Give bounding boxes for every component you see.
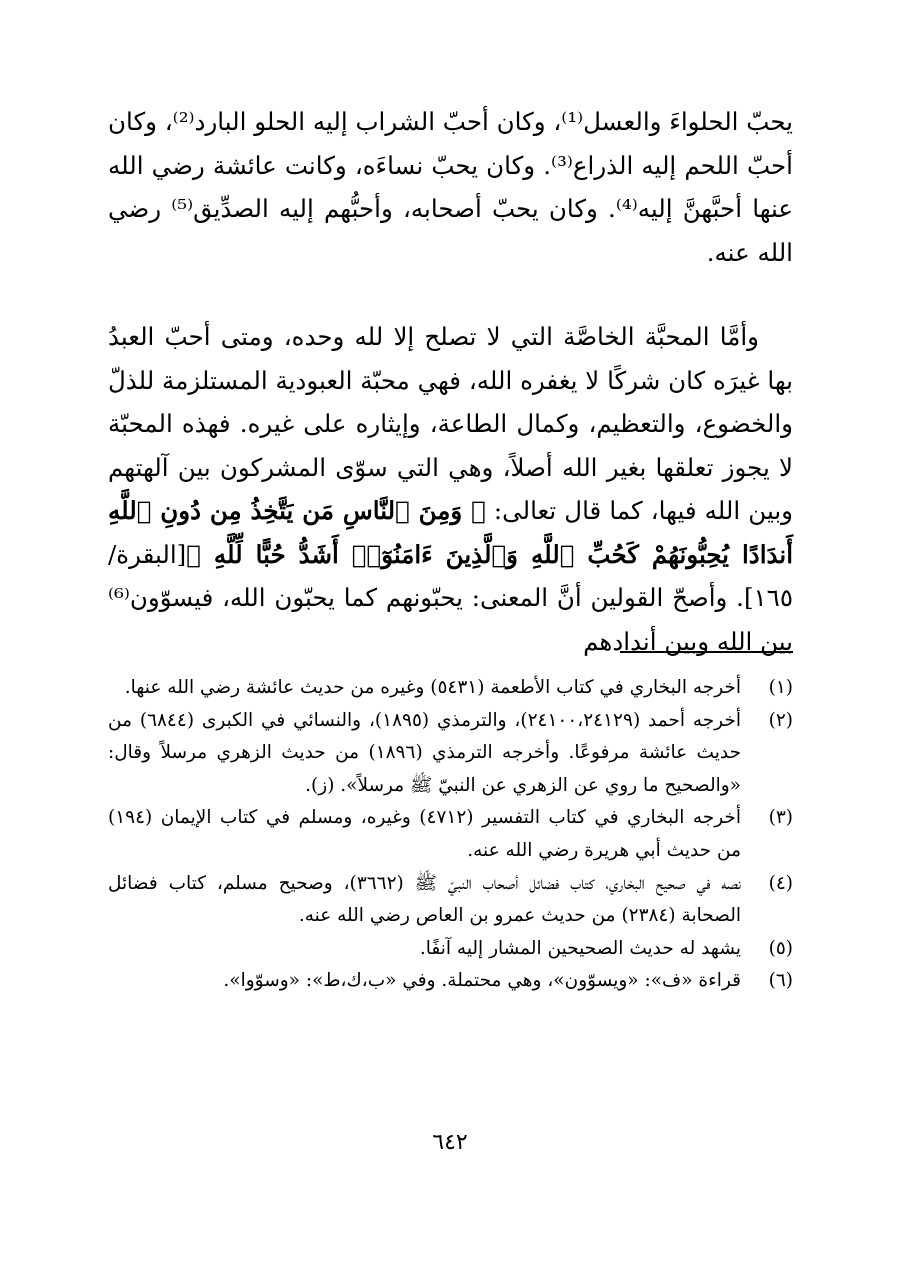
page-number: ٦٤٢ <box>432 1130 468 1155</box>
footnote <box>108 933 793 966</box>
footnote-number: (١) <box>768 677 793 698</box>
paragraph-2-end: . وأصحّ القولين أنَّ المعنى: يحبّونهم كما يحبّون الله، فيسوّون⁽⁶⁾ بين الله وبين أندادهم <box>108 583 793 656</box>
quran-reference: [البقرة/ ١٦٥] <box>108 539 793 612</box>
footnote-text: نصه في صحيح البخاري، كتاب فضائل أصحاب النبيّ ﷺ (٣٦٦٢)، وصحيح مسلم، كتاب فضائل الصحابة (٢٣٨٤) من حديث عمرو بن العاص رضي الله عنه. <box>108 872 741 927</box>
paragraph-1: يحبّ الحلواءَ والعسل⁽¹⁾، وكان أحبّ الشراب إليه الحلو البارد⁽²⁾، وكان أحبّ اللحم إليه الذراع⁽³⁾. وكان يحبّ نساءَه، وكانت عائشة رضي الله عنها أحبَّهنَّ إليه⁽⁴⁾. وكان يحبّ أصحابه، وأحبُّهم إليه الصدِّيق⁽⁵⁾ رضي الله عنه. <box>108 107 793 267</box>
footnote-number: (٢) <box>768 709 793 731</box>
footnote-text: أخرجه البخاري في كتاب الأطعمة (٥٤٣١) وغيره من حديث عائشة رضي الله عنها. <box>124 677 741 698</box>
footnote-number: (٦) <box>768 970 793 992</box>
paragraph-2 <box>108 315 793 663</box>
footnote-number: (٤) <box>768 872 793 894</box>
footnote-text: أخرجه أحمد (٢٤١٠٠،٢٤١٢٩)، والترمذي (١٨٩٥)، والنسائي في الكبرى (٦٨٤٤) من حديث عائشة مرفوعًا. وأخرجه الترمذي (١٨٩٦) من حديث الزهري مرسلاً وقال: «والصحيح ما روي عن الزهري عن النبيّ ﷺ مرسلاً». (ز). <box>108 709 742 796</box>
footnote <box>108 868 793 933</box>
footnote <box>108 672 793 705</box>
footnotes <box>108 672 793 998</box>
footnote-text: قراءة «ف»: «ويسوّون»، وهي محتملة. وفي «ب،ك،ط»: «وسوّوا». <box>223 970 741 992</box>
footnote-separator <box>620 651 793 653</box>
footnote-number: (٥) <box>768 937 793 959</box>
footnote <box>108 705 793 803</box>
main-text <box>108 100 793 663</box>
footnote-number: (٣) <box>768 807 793 829</box>
quran-verse: ﴿ وَمِنَ ٱلنَّاسِ مَن يَتَّخِذُ مِن دُونِ ٱللَّهِ أَندَادًا يُحِبُّونَهُمْ كَحُبِّ ٱللَّهِ وَٱلَّذِينَ ءَامَنُوٓا۟ أَشَدُّ حُبًّا لِّلَّهِ ﴾ <box>108 496 793 569</box>
footnote-text: أخرجه البخاري في كتاب التفسير (٤٧١٢) وغيره، ومسلم في كتاب الإيمان (١٩٤) من حديث أبي هريرة رضي الله عنه. <box>108 807 741 861</box>
footnote-text: يشهد له حديث الصحيحين المشار إليه آنفًا. <box>419 937 741 959</box>
paragraph-2-start: وأمَّا المحبَّة الخاصَّة التي لا تصلح إلا لله وحده، ومتى أحبّ العبدُ بها غيرَه كان شركًا لا يغفره الله، فهي محبّة العبودية المستلزمة للذلّ والخضوع، والتعظيم، وكمال الطاعة، وإيثاره على غيره. فهذه المحبّة لا يجوز تعلقها بغير الله أصلاً، وهي التي سوّى المشركون بين آلهتهم وبين الله فيها، كما قال تعالى: <box>108 322 793 525</box>
footnote <box>108 802 793 867</box>
footnote <box>108 965 793 998</box>
